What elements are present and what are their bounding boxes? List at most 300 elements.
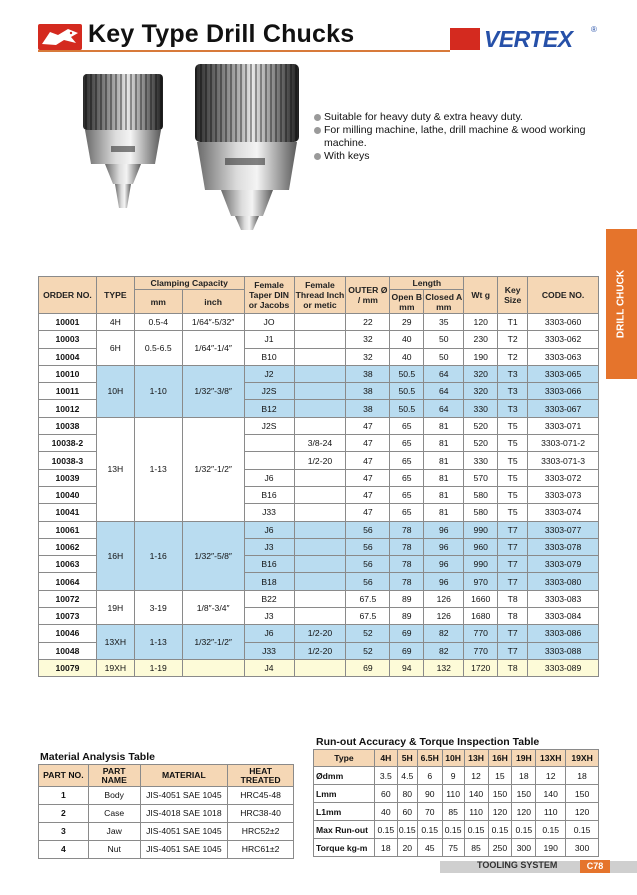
weight-cell: 320	[464, 365, 498, 382]
closed-cell: 132	[424, 659, 464, 676]
type-cell: 10H	[96, 365, 134, 417]
open-cell: 78	[390, 538, 424, 555]
spec-row	[39, 625, 599, 642]
taper-cell: B12	[244, 400, 294, 417]
weight-cell: 570	[464, 469, 498, 486]
mat-col-part-no: PART NO.	[39, 765, 89, 787]
weight-cell: 1720	[464, 659, 498, 676]
runout-value-cell: 300	[566, 839, 599, 857]
mat-part-name-cell: Nut	[88, 841, 140, 859]
type-cell: 13XH	[96, 625, 134, 660]
col-closed: Closed A mm	[425, 291, 463, 312]
clamp-inch-cell: 1/32″-5/8″	[182, 521, 244, 590]
open-cell: 65	[390, 435, 424, 452]
open-cell: 65	[390, 504, 424, 521]
runout-col-type-value: 6.5H	[417, 750, 442, 767]
runout-value-cell: 140	[536, 785, 566, 803]
material-row	[39, 805, 294, 823]
key-size-cell: T7	[498, 521, 528, 538]
outer-cell: 38	[346, 383, 390, 400]
runout-value-cell: 0.15	[566, 821, 599, 839]
order-no-cell: 10010	[39, 365, 97, 382]
runout-value-cell: 110	[442, 785, 464, 803]
thread-cell: 3/8-24	[294, 435, 346, 452]
mat-heat-cell: HRC61±2	[228, 841, 294, 859]
key-size-cell: T8	[498, 590, 528, 607]
weight-cell: 320	[464, 383, 498, 400]
runout-col-type-value: 5H	[397, 750, 417, 767]
weight-cell: 520	[464, 417, 498, 434]
clamp-mm-cell: 0.5-4	[134, 314, 182, 331]
closed-cell: 64	[424, 383, 464, 400]
runout-value-cell: 85	[442, 803, 464, 821]
section-side-tab	[606, 229, 637, 379]
key-size-cell: T5	[498, 452, 528, 469]
spec-row	[39, 331, 599, 348]
spec-row	[39, 659, 599, 676]
weight-cell: 770	[464, 642, 498, 659]
order-no-cell: 10041	[39, 504, 97, 521]
runout-col-type-value: 19XH	[566, 750, 599, 767]
order-no-cell: 10079	[39, 659, 97, 676]
runout-value-cell: 90	[417, 785, 442, 803]
runout-value-cell: 300	[512, 839, 536, 857]
taper-cell: J2S	[244, 383, 294, 400]
closed-cell: 50	[424, 348, 464, 365]
title-underline	[38, 50, 450, 52]
weight-cell: 960	[464, 538, 498, 555]
thread-cell	[294, 331, 346, 348]
outer-cell: 22	[346, 314, 390, 331]
weight-cell: 330	[464, 400, 498, 417]
open-cell: 89	[390, 590, 424, 607]
clamp-inch-cell: 1/32″-1/2″	[182, 625, 244, 660]
runout-header-row	[314, 750, 599, 767]
runout-row	[314, 785, 599, 803]
runout-value-cell: 0.15	[512, 821, 536, 839]
weight-cell: 520	[464, 435, 498, 452]
key-size-cell: T8	[498, 608, 528, 625]
material-row	[39, 841, 294, 859]
outer-cell: 47	[346, 435, 390, 452]
weight-cell: 1660	[464, 590, 498, 607]
clamp-inch-cell: 1/8″-3/4″	[182, 590, 244, 625]
key-size-cell: T3	[498, 365, 528, 382]
type-cell: 19H	[96, 590, 134, 625]
open-cell: 94	[390, 659, 424, 676]
key-size-cell: T7	[498, 642, 528, 659]
order-no-cell: 10040	[39, 486, 97, 503]
type-cell: 19XH	[96, 659, 134, 676]
code-no-cell: 3303-071	[528, 417, 599, 434]
runout-value-cell: 20	[397, 839, 417, 857]
runout-col-type-value: 19H	[512, 750, 536, 767]
clamp-mm-cell: 0.5-6.5	[134, 331, 182, 366]
col-order-no: ORDER NO.	[39, 277, 97, 314]
runout-row	[314, 839, 599, 857]
key-size-cell: T5	[498, 417, 528, 434]
closed-cell: 96	[424, 573, 464, 590]
runout-value-cell: 0.15	[397, 821, 417, 839]
spec-table-body	[39, 314, 599, 677]
order-no-cell: 10072	[39, 590, 97, 607]
mat-heat-cell: HRC38-40	[228, 805, 294, 823]
runout-row-label: Ødmm	[314, 767, 375, 785]
taper-cell: J6	[244, 521, 294, 538]
col-weight: Wt g	[464, 277, 498, 314]
closed-cell: 81	[424, 435, 464, 452]
taper-cell: J2S	[244, 417, 294, 434]
type-cell: 4H	[96, 314, 134, 331]
code-no-cell: 3303-080	[528, 573, 599, 590]
feature-item: Suitable for heavy duty & extra heavy duty.	[314, 111, 614, 124]
open-cell: 50.5	[390, 383, 424, 400]
outer-cell: 47	[346, 504, 390, 521]
side-tab-label: DRILL CHUCK	[615, 269, 627, 339]
runout-value-cell: 15	[488, 767, 512, 785]
key-size-cell: T1	[498, 314, 528, 331]
weight-cell: 770	[464, 625, 498, 642]
clamp-inch-cell: 1/64″-1/4″	[182, 331, 244, 366]
outer-cell: 32	[346, 331, 390, 348]
mat-material-cell: JIS-4051 SAE 1045	[140, 823, 228, 841]
code-no-cell: 3303-067	[528, 400, 599, 417]
thread-cell	[294, 608, 346, 625]
code-no-cell: 3303-084	[528, 608, 599, 625]
open-cell: 50.5	[390, 365, 424, 382]
closed-cell: 81	[424, 486, 464, 503]
runout-row-label: Torque kg-m	[314, 839, 375, 857]
runout-col-type-value: 16H	[488, 750, 512, 767]
runout-value-cell: 0.15	[488, 821, 512, 839]
runout-value-cell: 0.15	[417, 821, 442, 839]
code-no-cell: 3303-086	[528, 625, 599, 642]
mat-part-no-cell: 2	[39, 805, 89, 823]
weight-cell: 330	[464, 452, 498, 469]
thread-cell	[294, 556, 346, 573]
code-no-cell: 3303-066	[528, 383, 599, 400]
key-size-cell: T2	[498, 331, 528, 348]
runout-table-title: Run-out Accuracy & Torque Inspection Table	[316, 736, 540, 748]
order-no-cell: 10038	[39, 417, 97, 434]
outer-cell: 47	[346, 486, 390, 503]
mat-material-cell: JIS-4051 SAE 1045	[140, 841, 228, 859]
weight-cell: 120	[464, 314, 498, 331]
mat-material-cell: JIS-4051 SAE 1045	[140, 787, 228, 805]
feature-list	[314, 111, 614, 163]
thread-cell	[294, 659, 346, 676]
clamp-mm-cell: 1-16	[134, 521, 182, 590]
taper-cell	[244, 435, 294, 452]
footer-section-label: TOOLING SYSTEM	[477, 860, 558, 870]
thread-cell	[294, 538, 346, 555]
runout-value-cell: 140	[464, 785, 488, 803]
taper-cell: J6	[244, 469, 294, 486]
page-title: Key Type Drill Chucks	[88, 20, 355, 48]
runout-value-cell: 6	[417, 767, 442, 785]
runout-value-cell: 40	[374, 803, 397, 821]
thread-cell	[294, 469, 346, 486]
spec-row	[39, 314, 599, 331]
runout-value-cell: 0.15	[442, 821, 464, 839]
order-no-cell: 10064	[39, 573, 97, 590]
taper-cell: J2	[244, 365, 294, 382]
code-no-cell: 3303-060	[528, 314, 599, 331]
material-table-title: Material Analysis Table	[40, 751, 155, 763]
order-no-cell: 10012	[39, 400, 97, 417]
outer-cell: 56	[346, 521, 390, 538]
outer-cell: 32	[346, 348, 390, 365]
weight-cell: 580	[464, 504, 498, 521]
mat-part-name-cell: Case	[88, 805, 140, 823]
open-cell: 78	[390, 556, 424, 573]
closed-cell: 82	[424, 625, 464, 642]
runout-value-cell: 80	[397, 785, 417, 803]
open-cell: 65	[390, 486, 424, 503]
closed-cell: 81	[424, 504, 464, 521]
order-no-cell: 10062	[39, 538, 97, 555]
open-cell: 89	[390, 608, 424, 625]
spec-row	[39, 417, 599, 434]
col-key-size: Key Size	[498, 277, 528, 314]
mat-part-name-cell: Body	[88, 787, 140, 805]
runout-value-cell: 150	[566, 785, 599, 803]
mat-material-cell: JIS-4018 SAE 1018	[140, 805, 228, 823]
key-size-cell: T8	[498, 659, 528, 676]
material-row	[39, 823, 294, 841]
taper-cell: B16	[244, 556, 294, 573]
runout-value-cell: 250	[488, 839, 512, 857]
clamp-mm-cell: 1-13	[134, 625, 182, 660]
clamp-mm-cell: 3-19	[134, 590, 182, 625]
thread-cell	[294, 314, 346, 331]
spec-row	[39, 590, 599, 607]
clamp-inch-cell	[182, 659, 244, 676]
key-size-cell: T3	[498, 383, 528, 400]
outer-cell: 38	[346, 400, 390, 417]
runout-value-cell: 190	[536, 839, 566, 857]
feature-item: For milling machine, lathe, drill machine & wood working machine.	[314, 124, 614, 150]
order-no-cell: 10001	[39, 314, 97, 331]
order-no-cell: 10011	[39, 383, 97, 400]
order-no-cell: 10063	[39, 556, 97, 573]
mat-heat-cell: HRC45-48	[228, 787, 294, 805]
code-no-cell: 3303-074	[528, 504, 599, 521]
spec-row	[39, 521, 599, 538]
brand-name: VERTEX	[484, 26, 573, 52]
taper-cell: J33	[244, 504, 294, 521]
taper-cell: J6	[244, 625, 294, 642]
order-no-cell: 10038-3	[39, 452, 97, 469]
code-no-cell: 3303-078	[528, 538, 599, 555]
runout-row-label: Lmm	[314, 785, 375, 803]
outer-cell: 52	[346, 625, 390, 642]
taper-cell: JO	[244, 314, 294, 331]
runout-value-cell: 120	[488, 803, 512, 821]
order-no-cell: 10061	[39, 521, 97, 538]
open-cell: 65	[390, 452, 424, 469]
col-female-thread: Female Thread Inch or metic	[294, 277, 346, 314]
code-no-cell: 3303-065	[528, 365, 599, 382]
runout-value-cell: 45	[417, 839, 442, 857]
col-clamping-capacity: Clamping Capacity	[134, 277, 244, 290]
runout-value-cell: 12	[464, 767, 488, 785]
order-no-cell: 10004	[39, 348, 97, 365]
code-no-cell: 3303-071-3	[528, 452, 599, 469]
closed-cell: 64	[424, 365, 464, 382]
col-open: Open B mm	[391, 291, 423, 312]
outer-cell: 47	[346, 469, 390, 486]
closed-cell: 82	[424, 642, 464, 659]
runout-value-cell: 0.15	[374, 821, 397, 839]
runout-row	[314, 767, 599, 785]
runout-table-body	[314, 767, 599, 857]
runout-col-type: Type	[314, 750, 375, 767]
outer-cell: 38	[346, 365, 390, 382]
key-size-cell: T3	[498, 400, 528, 417]
key-size-cell: T5	[498, 486, 528, 503]
code-no-cell: 3303-063	[528, 348, 599, 365]
outer-cell: 69	[346, 659, 390, 676]
mat-part-name-cell: Jaw	[88, 823, 140, 841]
drill-chuck-spec-table	[38, 276, 599, 677]
material-table-body	[39, 787, 294, 859]
clamp-mm-cell: 1-19	[134, 659, 182, 676]
runout-value-cell: 0.15	[536, 821, 566, 839]
closed-cell: 50	[424, 331, 464, 348]
key-size-cell: T2	[498, 348, 528, 365]
runout-value-cell: 150	[512, 785, 536, 803]
col-female-taper: Female Taper DIN or Jacobs	[244, 277, 294, 314]
order-no-cell: 10073	[39, 608, 97, 625]
taper-cell: B18	[244, 573, 294, 590]
runout-value-cell: 3.5	[374, 767, 397, 785]
code-no-cell: 3303-073	[528, 486, 599, 503]
closed-cell: 126	[424, 590, 464, 607]
runout-value-cell: 75	[442, 839, 464, 857]
open-cell: 65	[390, 469, 424, 486]
order-no-cell: 10046	[39, 625, 97, 642]
mat-part-no-cell: 3	[39, 823, 89, 841]
open-cell: 69	[390, 642, 424, 659]
open-cell: 50.5	[390, 400, 424, 417]
runout-row-label: Max Run-out	[314, 821, 375, 839]
closed-cell: 96	[424, 521, 464, 538]
outer-cell: 67.5	[346, 608, 390, 625]
mat-heat-cell: HRC52±2	[228, 823, 294, 841]
type-cell: 6H	[96, 331, 134, 366]
thread-cell: 1/2-20	[294, 452, 346, 469]
taper-cell: J3	[244, 538, 294, 555]
runout-value-cell: 150	[488, 785, 512, 803]
open-cell: 40	[390, 348, 424, 365]
mat-col-part-name: PART NAME	[88, 765, 140, 787]
outer-cell: 67.5	[346, 590, 390, 607]
taper-cell: B10	[244, 348, 294, 365]
thread-cell	[294, 383, 346, 400]
thread-cell	[294, 521, 346, 538]
key-size-cell: T7	[498, 538, 528, 555]
material-row	[39, 787, 294, 805]
thread-cell	[294, 365, 346, 382]
material-analysis-table	[38, 764, 294, 859]
page-number: C78	[580, 860, 610, 873]
taper-cell: J3	[244, 608, 294, 625]
open-cell: 78	[390, 521, 424, 538]
clamp-mm-cell: 1-10	[134, 365, 182, 417]
mat-col-material: MATERIAL	[140, 765, 228, 787]
spec-row	[39, 365, 599, 382]
runout-value-cell: 0.15	[464, 821, 488, 839]
runout-value-cell: 110	[464, 803, 488, 821]
runout-col-type-value: 13H	[464, 750, 488, 767]
col-mm: mm	[134, 290, 182, 314]
outer-cell: 47	[346, 417, 390, 434]
runout-value-cell: 60	[397, 803, 417, 821]
key-size-cell: T5	[498, 504, 528, 521]
taper-cell: J33	[244, 642, 294, 659]
code-no-cell: 3303-071-2	[528, 435, 599, 452]
closed-cell: 35	[424, 314, 464, 331]
runout-value-cell: 18	[512, 767, 536, 785]
taper-cell: J4	[244, 659, 294, 676]
runout-row	[314, 821, 599, 839]
code-no-cell: 3303-083	[528, 590, 599, 607]
registered-mark: ®	[591, 25, 597, 34]
taper-cell: J1	[244, 331, 294, 348]
code-no-cell: 3303-062	[528, 331, 599, 348]
brand-flag-icon	[450, 28, 480, 50]
closed-cell: 64	[424, 400, 464, 417]
runout-value-cell: 120	[512, 803, 536, 821]
key-size-cell: T5	[498, 469, 528, 486]
mat-part-no-cell: 1	[39, 787, 89, 805]
vertex-brand-logo	[450, 27, 600, 51]
brand-eagle-logo	[38, 24, 82, 50]
taper-cell	[244, 452, 294, 469]
weight-cell: 580	[464, 486, 498, 503]
weight-cell: 970	[464, 573, 498, 590]
open-cell: 40	[390, 331, 424, 348]
code-no-cell: 3303-089	[528, 659, 599, 676]
runout-value-cell: 120	[566, 803, 599, 821]
feature-item: With keys	[314, 150, 614, 163]
thread-cell	[294, 417, 346, 434]
runout-col-type-value: 10H	[442, 750, 464, 767]
weight-cell: 990	[464, 521, 498, 538]
thread-cell	[294, 348, 346, 365]
taper-cell: B22	[244, 590, 294, 607]
weight-cell: 1680	[464, 608, 498, 625]
outer-cell: 56	[346, 538, 390, 555]
taper-cell: B16	[244, 486, 294, 503]
weight-cell: 230	[464, 331, 498, 348]
runout-value-cell: 85	[464, 839, 488, 857]
runout-value-cell: 9	[442, 767, 464, 785]
order-no-cell: 10038-2	[39, 435, 97, 452]
thread-cell: 1/2-20	[294, 642, 346, 659]
closed-cell: 126	[424, 608, 464, 625]
runout-value-cell: 70	[417, 803, 442, 821]
runout-value-cell: 110	[536, 803, 566, 821]
weight-cell: 990	[464, 556, 498, 573]
open-cell: 78	[390, 573, 424, 590]
runout-value-cell: 18	[566, 767, 599, 785]
thread-cell	[294, 573, 346, 590]
col-code-no: CODE NO.	[528, 277, 599, 314]
key-size-cell: T7	[498, 556, 528, 573]
key-size-cell: T5	[498, 435, 528, 452]
